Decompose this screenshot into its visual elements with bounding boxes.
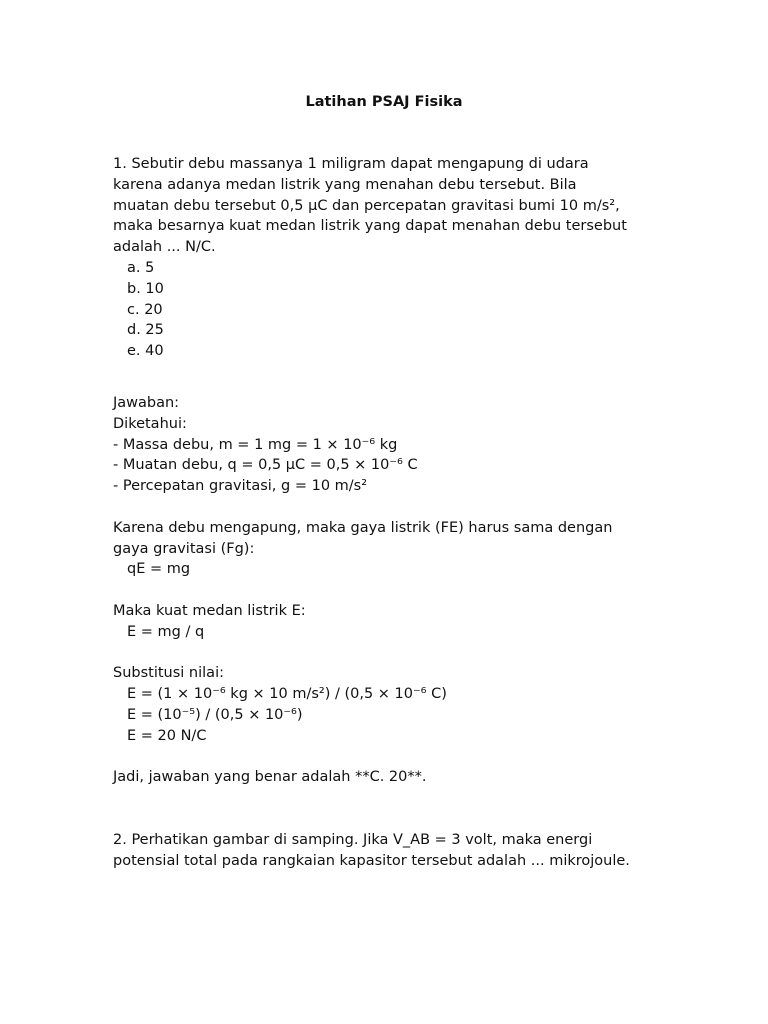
reason-line: Karena debu mengapung, maka gaya listrik (FE) harus sama dengan — [113, 519, 613, 536]
document-title: Latihan PSAJ Fisika — [305, 94, 463, 110]
option-a: a. 5 — [127, 259, 155, 276]
reason-line: gaya gravitasi (Fg): — [113, 540, 255, 557]
field-heading: Maka kuat medan listrik E: — [113, 602, 306, 619]
substitution-step: E = 20 N/C — [127, 727, 207, 744]
conclusion: Jadi, jawaban yang benar adalah **C. 20**. — [113, 769, 427, 786]
option-c: c. 20 — [127, 301, 163, 318]
question-1 — [113, 154, 673, 362]
question-2-line: potensial total pada rangkaian kapasitor tersebut adalah ... mikrojoule. — [113, 852, 630, 869]
substitution-step: E = (10⁻⁵) / (0,5 × 10⁻⁶) — [127, 706, 303, 723]
answer-heading: Jawaban: — [113, 394, 180, 411]
question-1-line: adalah ... N/C. — [113, 239, 216, 256]
option-d: d. 25 — [127, 322, 164, 339]
question-1-line: maka besarnya kuat medan listrik yang dapat menahan debu tersebut — [113, 218, 627, 235]
field-formula: E = mg / q — [127, 623, 205, 640]
known-item: - Percepatan gravitasi, g = 10 m/s² — [113, 478, 368, 495]
substitution-heading: Substitusi nilai: — [113, 665, 224, 682]
question-2-line: 2. Perhatikan gambar di samping. Jika V_AB = 3 volt, maka energi — [113, 832, 593, 849]
document-body — [113, 154, 673, 872]
reason-formula: qE = mg — [127, 561, 191, 578]
substitution-step: E = (1 × 10⁻⁶ kg × 10 m/s²) / (0,5 × 10⁻⁶ C) — [127, 686, 447, 703]
question-1-line: karena adanya medan listrik yang menahan debu tersebut. Bila — [113, 176, 577, 193]
question-1-line: 1. Sebutir debu massanya 1 miligram dapat mengapung di udara — [113, 156, 589, 172]
known-item: - Muatan debu, q = 0,5 µC = 0,5 × 10⁻⁶ C — [113, 457, 418, 474]
known-item: - Massa debu, m = 1 mg = 1 × 10⁻⁶ kg — [113, 436, 398, 453]
option-e: e. 40 — [127, 343, 164, 360]
question-1-line: muatan debu tersebut 0,5 µC dan percepatan gravitasi bumi 10 m/s², — [113, 197, 620, 214]
known-heading: Diketahui: — [113, 415, 187, 432]
question-2 — [113, 830, 673, 872]
answer-1 — [113, 393, 673, 788]
option-b: b. 10 — [127, 280, 164, 297]
